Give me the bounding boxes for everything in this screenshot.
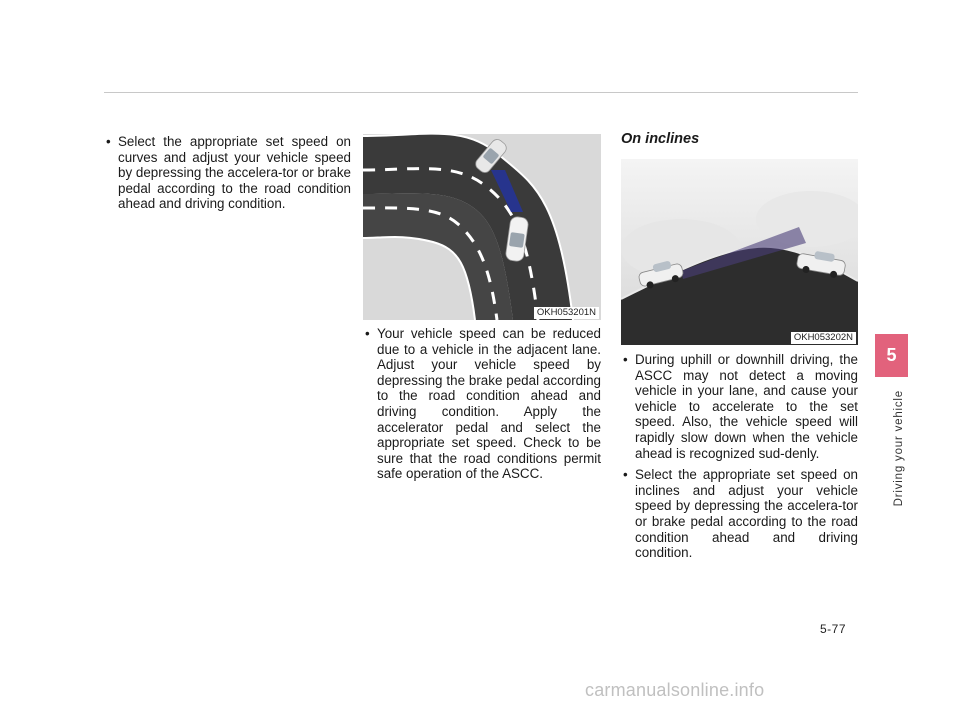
curve-road-illustration	[363, 134, 601, 320]
right-column	[621, 352, 858, 567]
watermark: carmanualsonline.info	[585, 680, 765, 700]
bullet-inclines-speed: • Select the appropriate set speed on inclines and adjust your vehicle speed by depressing the accelera-tor or brake pedal according to the road condition ahead and driving condition.	[621, 467, 858, 561]
middle-column	[363, 326, 601, 488]
bullet-uphill-downhill: • During uphill or downhill driving, the ASCC may not detect a moving vehicle in your lane, and cause your vehicle to accelerate to the set speed. Also, the vehicle speed will rapidly slow down when the vehicle ahead is recognized sud-denly.	[621, 352, 858, 461]
figure-code-label: OKH053202N	[791, 332, 856, 344]
figure-code-label: OKH053201N	[534, 307, 599, 319]
bullet-curves-speed: • Select the appropriate set speed on curves and adjust your vehicle speed by depressing the accelera-tor or brake pedal according to the road condition ahead and driving condition.	[104, 134, 351, 212]
page-number: 5-77	[820, 622, 847, 636]
incline-road-illustration	[621, 159, 858, 345]
chapter-title: Driving your vehicle	[893, 390, 905, 507]
section-heading: On inclines	[621, 131, 700, 147]
bullet-adjacent-lane: • Your vehicle speed can be reduced due to a vehicle in the adjacent lane. Adjust your vehicle speed by depressing the brake pedal according to the road condition ahead and driving condition. Apply the accelerator pedal and select the appropriate set speed. Check to be sure that the road conditions permit safe operation of the ASCC.	[363, 326, 601, 482]
header-rule	[104, 92, 858, 93]
chapter-tab: 5	[875, 334, 908, 377]
left-column	[104, 134, 351, 218]
